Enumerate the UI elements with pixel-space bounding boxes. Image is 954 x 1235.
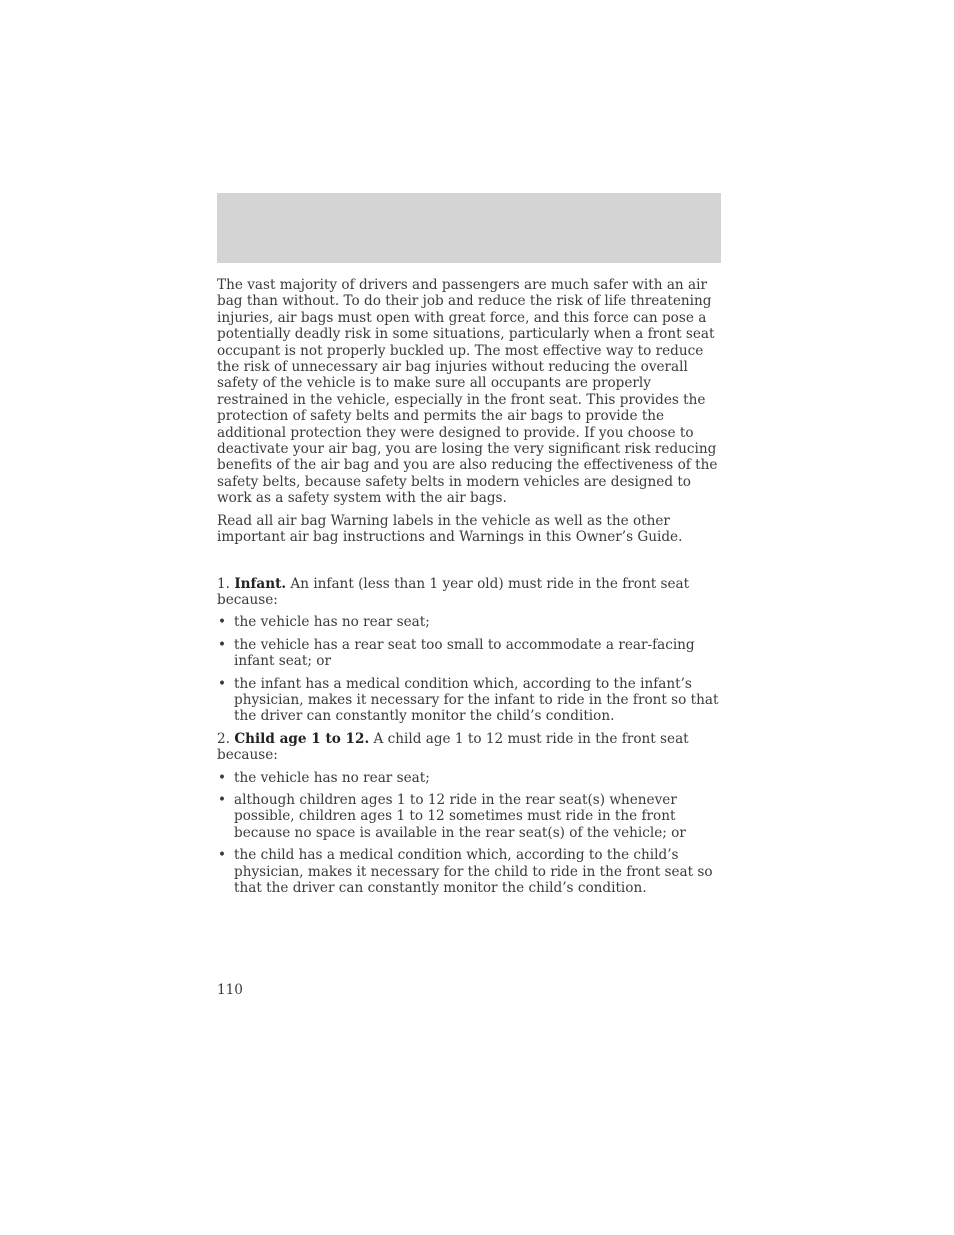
item-number: 1. (217, 575, 230, 592)
numbered-item-infant (217, 576, 723, 609)
list-item: • although children ages 1 to 12 ride in the rear seat(s) whenever possible, children ages 1 to 12 sometimes must ride in the front because no space is available in the rear seat(s) of the vehicle; or (217, 792, 723, 841)
warning-labels-paragraph: Read all air bag Warning labels in the vehicle as well as the other important air bag instructions and Warnings in this Owner’s Guide. (217, 512, 683, 546)
list-item: • the vehicle has no rear seat; (217, 770, 723, 786)
list-item: • the vehicle has a rear seat too small to accommodate a rear-facing infant seat; or (217, 637, 723, 670)
section-header-band (217, 193, 721, 263)
page-content (217, 277, 723, 896)
list-item: • the vehicle has no rear seat; (217, 614, 723, 630)
item-number: 2. (217, 730, 230, 747)
item-title: Infant. (234, 575, 287, 592)
infant-bullet-list (217, 614, 723, 724)
child-bullet-list (217, 770, 723, 897)
page-number: 110 (217, 982, 243, 998)
intro-paragraph: The vast majority of drivers and passengers are much safer with an air bag than without. To do their job and reduce the risk of life threatening injuries, air bags must open with great force, and this force can pose a potentially deadly risk in some situations, particularly when a front seat occupant is not properly buckled up. The most effective way to reduce the risk of unnecessary air bag injuries without reducing the overall safety of the vehicle is to make sure all occupants are properly restrained in the vehicle, especially in the front seat. This provides the protection of safety belts and permits the air bags to provide the additional protection they were designed to provide. If you choose to deactivate your air bag, you are losing the very significant risk reducing benefits of the air bag and you are also reducing the effectiveness of the safety belts, because safety belts in modern vehicles are designed to work as a safety system with the air bags. (217, 277, 718, 507)
item-title: Child age 1 to 12. (234, 730, 370, 747)
numbered-item-child (217, 731, 723, 764)
list-item: • the infant has a medical condition which, according to the infant’s physician, makes it necessary for the infant to ride in the front so that the driver can constantly monitor the child’s condition. (217, 676, 723, 725)
item-text: A child age 1 to 12 must ride in the front seat because: (217, 730, 689, 764)
list-item: • the child has a medical condition which, according to the child’s physician, makes it necessary for the child to ride in the front seat so that the driver can constantly monitor the child’s condition. (217, 847, 723, 896)
item-text: An infant (less than 1 year old) must ride in the front seat because: (217, 575, 690, 608)
